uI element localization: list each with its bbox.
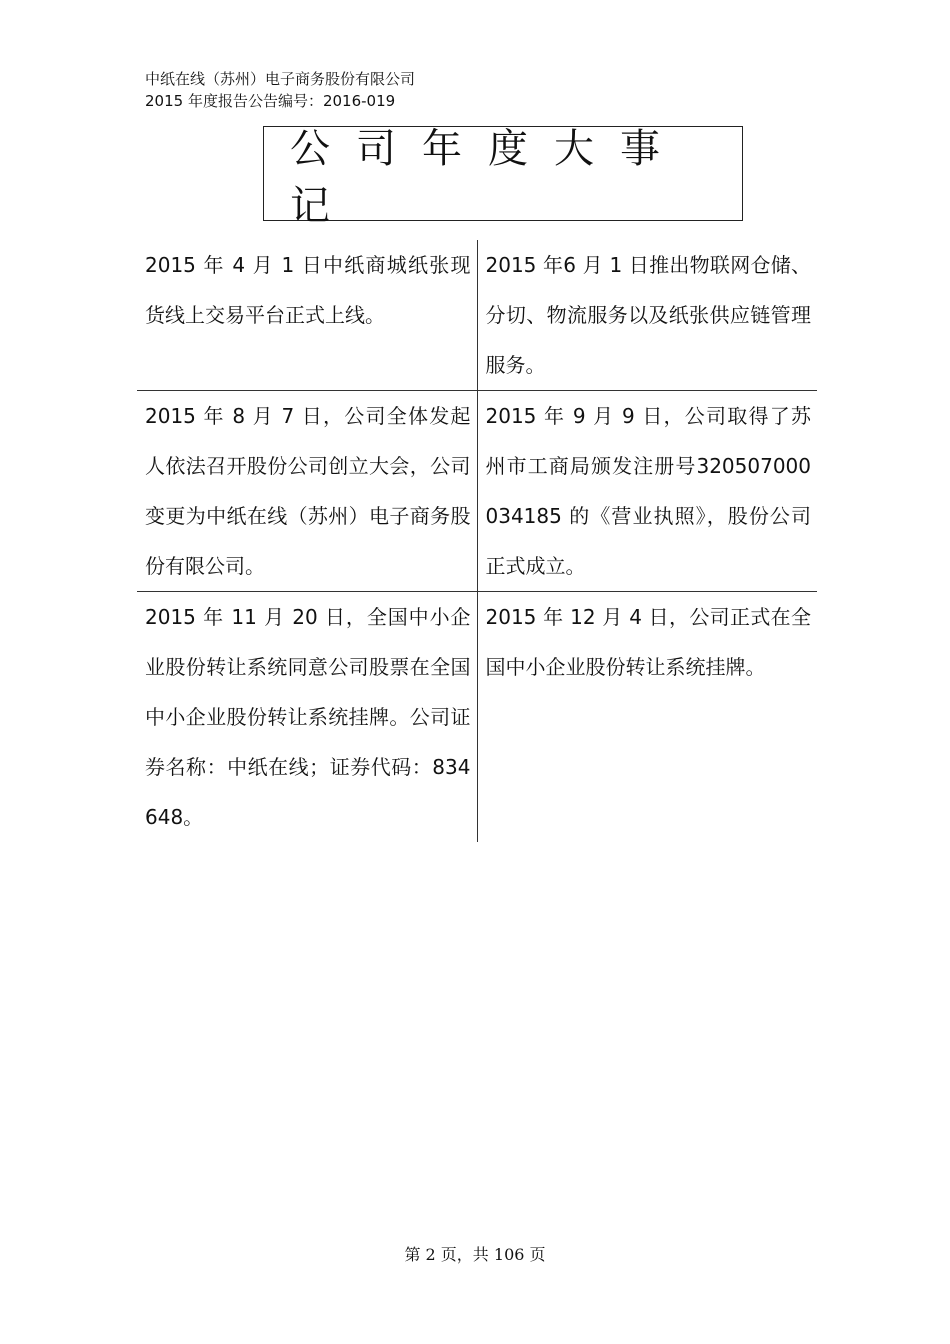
page-title: 公司年度大事记 (290, 125, 686, 229)
event-cell: 2015 年 4 月 1 日中纸商城纸张现货线上交易平台正式上线。 (137, 240, 477, 391)
company-name: 中纸在线（苏州）电子商务股份有限公司 (145, 70, 416, 88)
events-table (137, 240, 817, 842)
title-box (263, 125, 743, 229)
event-cell: 2015 年 11 月 20 日，全国中小企业股份转让系统同意公司股票在全国中小企业股份转让系统挂牌。公司证券名称：中纸在线；证券代码：834648。 (137, 592, 477, 843)
event-cell: 2015 年 9 月 9 日，公司取得了苏州市工商局颁发注册号320507000034185 的《营业执照》，股份公司正式成立。 (477, 391, 817, 592)
table-row (137, 240, 817, 391)
report-number: 2015 年度报告公告编号：2016-019 (145, 92, 396, 110)
table-row (137, 592, 817, 843)
table-row (137, 391, 817, 592)
page-number: 第 2 页，共 106 页 (404, 1245, 546, 1264)
event-cell: 2015 年 8 月 7 日，公司全体发起人依法召开股份公司创立大会，公司变更为中纸在线（苏州）电子商务股份有限公司。 (137, 391, 477, 592)
event-cell: 2015 年6 月 1 日推出物联网仓储、分切、物流服务以及纸张供应链管理服务。 (485, 253, 811, 377)
document-header (145, 68, 415, 112)
event-cell: 2015 年 12 月 4 日，公司正式在全国中小企业股份转让系统挂牌。 (477, 592, 817, 843)
